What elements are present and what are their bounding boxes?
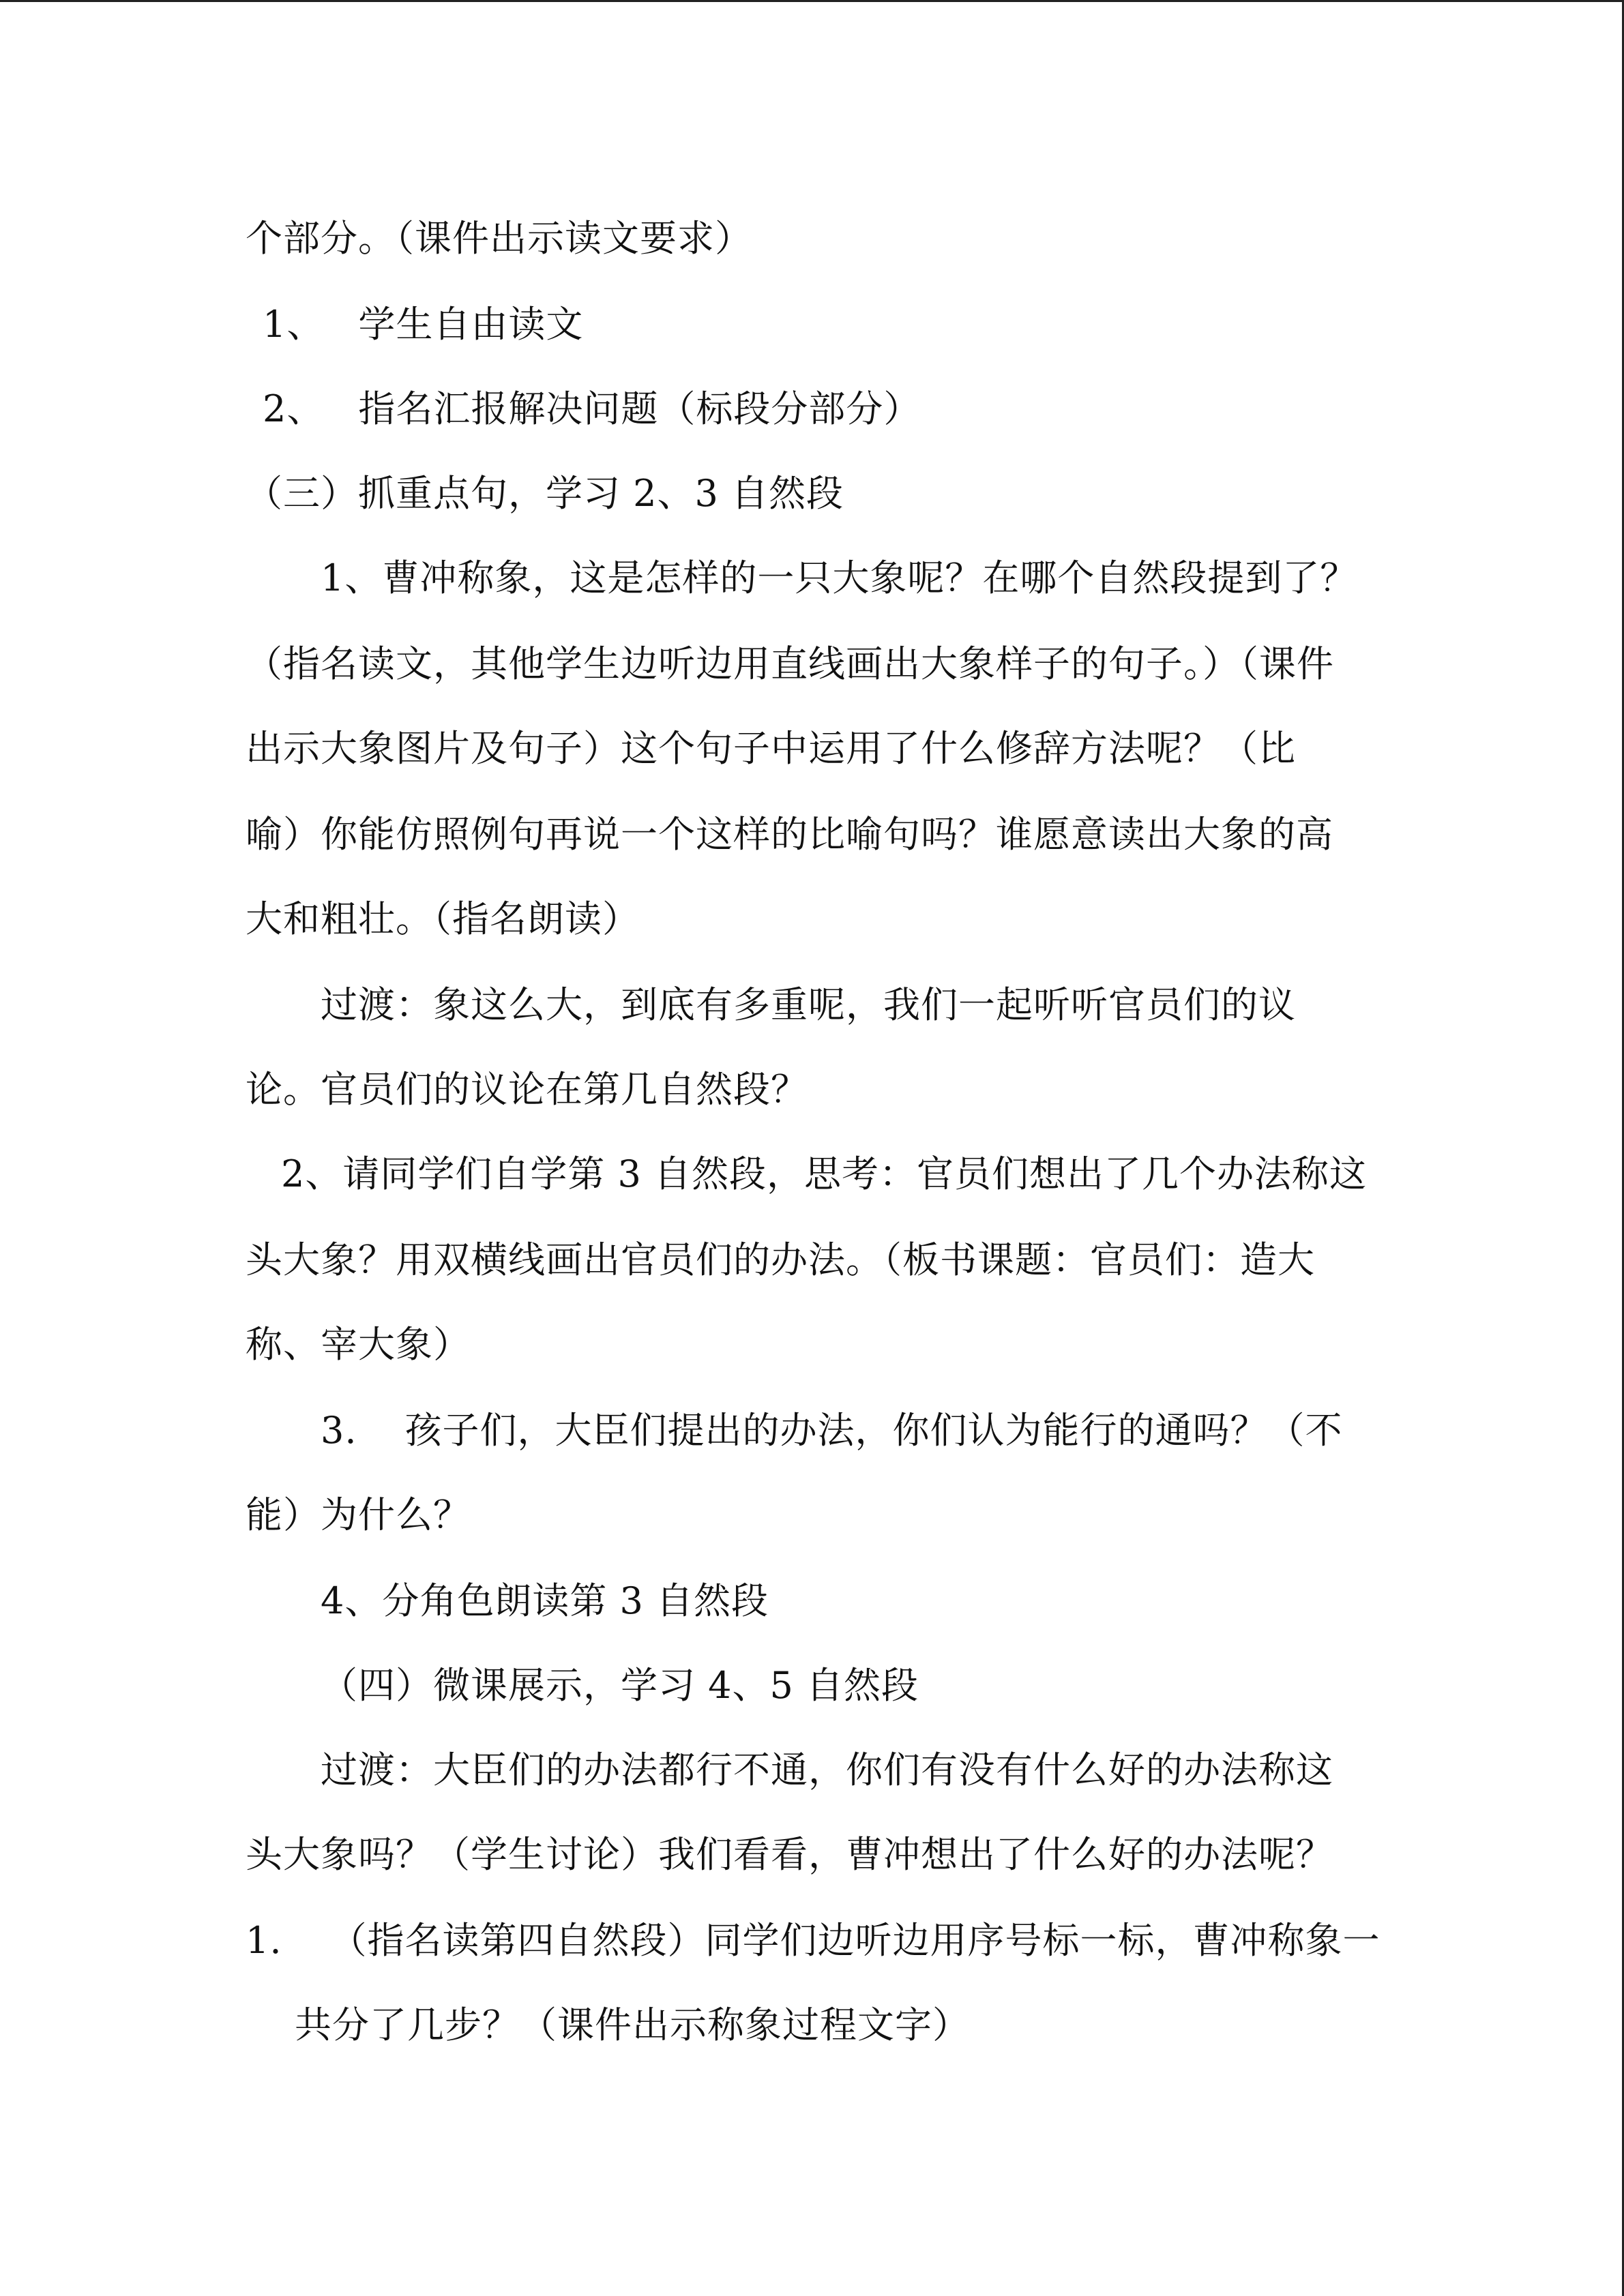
list-item-text: 学生自由读文	[358, 303, 584, 346]
text-line: 头大象吗？（学生讨论）我们看看，曹冲想出了什么好的办法呢？	[246, 1833, 1333, 1876]
list-item	[263, 382, 921, 436]
list-item-number: 1.	[246, 1919, 282, 1962]
list-item	[263, 297, 583, 352]
text-line: 出示大象图片及句子）这个句子中运用了什么修辞方法呢？（比	[246, 727, 1296, 770]
list-item	[321, 1403, 1343, 1458]
text-line: 喻）你能仿照例句再说一个这样的比喻句吗？谁愿意读出大象的高	[246, 813, 1333, 856]
section-heading: （三）抓重点句，学习 2、3 自然段	[246, 472, 844, 515]
text-line: 过渡：象这么大，到底有多重呢，我们一起听听官员们的议	[321, 983, 1296, 1026]
list-item-number: 3.	[321, 1409, 357, 1452]
text-line: 头大象？用双横线画出官员们的办法。（板书课题：官员们：造大	[246, 1238, 1315, 1281]
text-line: 1、曹冲称象，这是怎样的一只大象呢？在哪个自然段提到了？	[321, 556, 1358, 599]
text-line: 2、请同学们自学第 3 自然段，思考：官员们想出了几个办法称这	[281, 1152, 1368, 1195]
text-line: 大和粗壮。（指名朗读）	[246, 897, 640, 940]
text-line: 4、分角色朗读第 3 自然段	[321, 1579, 769, 1622]
text-line: 能）为什么？	[246, 1493, 471, 1536]
text-line: （指名读文，其他学生边听边用直线画出大象样子的句子。）（课件	[246, 642, 1334, 685]
list-item	[246, 1913, 1381, 1968]
text-line: 共分了几步？（课件出示称象过程文字）	[295, 2003, 970, 2046]
page-border-top	[0, 0, 1624, 2]
text-line: 称、宰大象）	[246, 1323, 471, 1366]
list-item-text: 孩子们，大臣们提出的办法，你们认为能行的通吗？（不	[404, 1409, 1343, 1452]
list-item-number: 1、	[263, 303, 325, 346]
text-line: 过渡：大臣们的办法都行不通，你们有没有什么好的办法称这	[321, 1748, 1333, 1791]
text-line: 论。官员们的议论在第几自然段？	[246, 1068, 808, 1111]
text-line: 个部分。（课件出示读文要求）	[246, 217, 752, 260]
list-item-number: 2、	[263, 387, 325, 430]
list-item-text: （指名读第四自然段）同学们边听边用序号标一标，曹冲称象一	[329, 1919, 1381, 1962]
list-item-text: 指名汇报解决问题（标段分部分）	[358, 387, 921, 430]
section-heading: （四）微课展示，学习 4、5 自然段	[321, 1664, 919, 1707]
